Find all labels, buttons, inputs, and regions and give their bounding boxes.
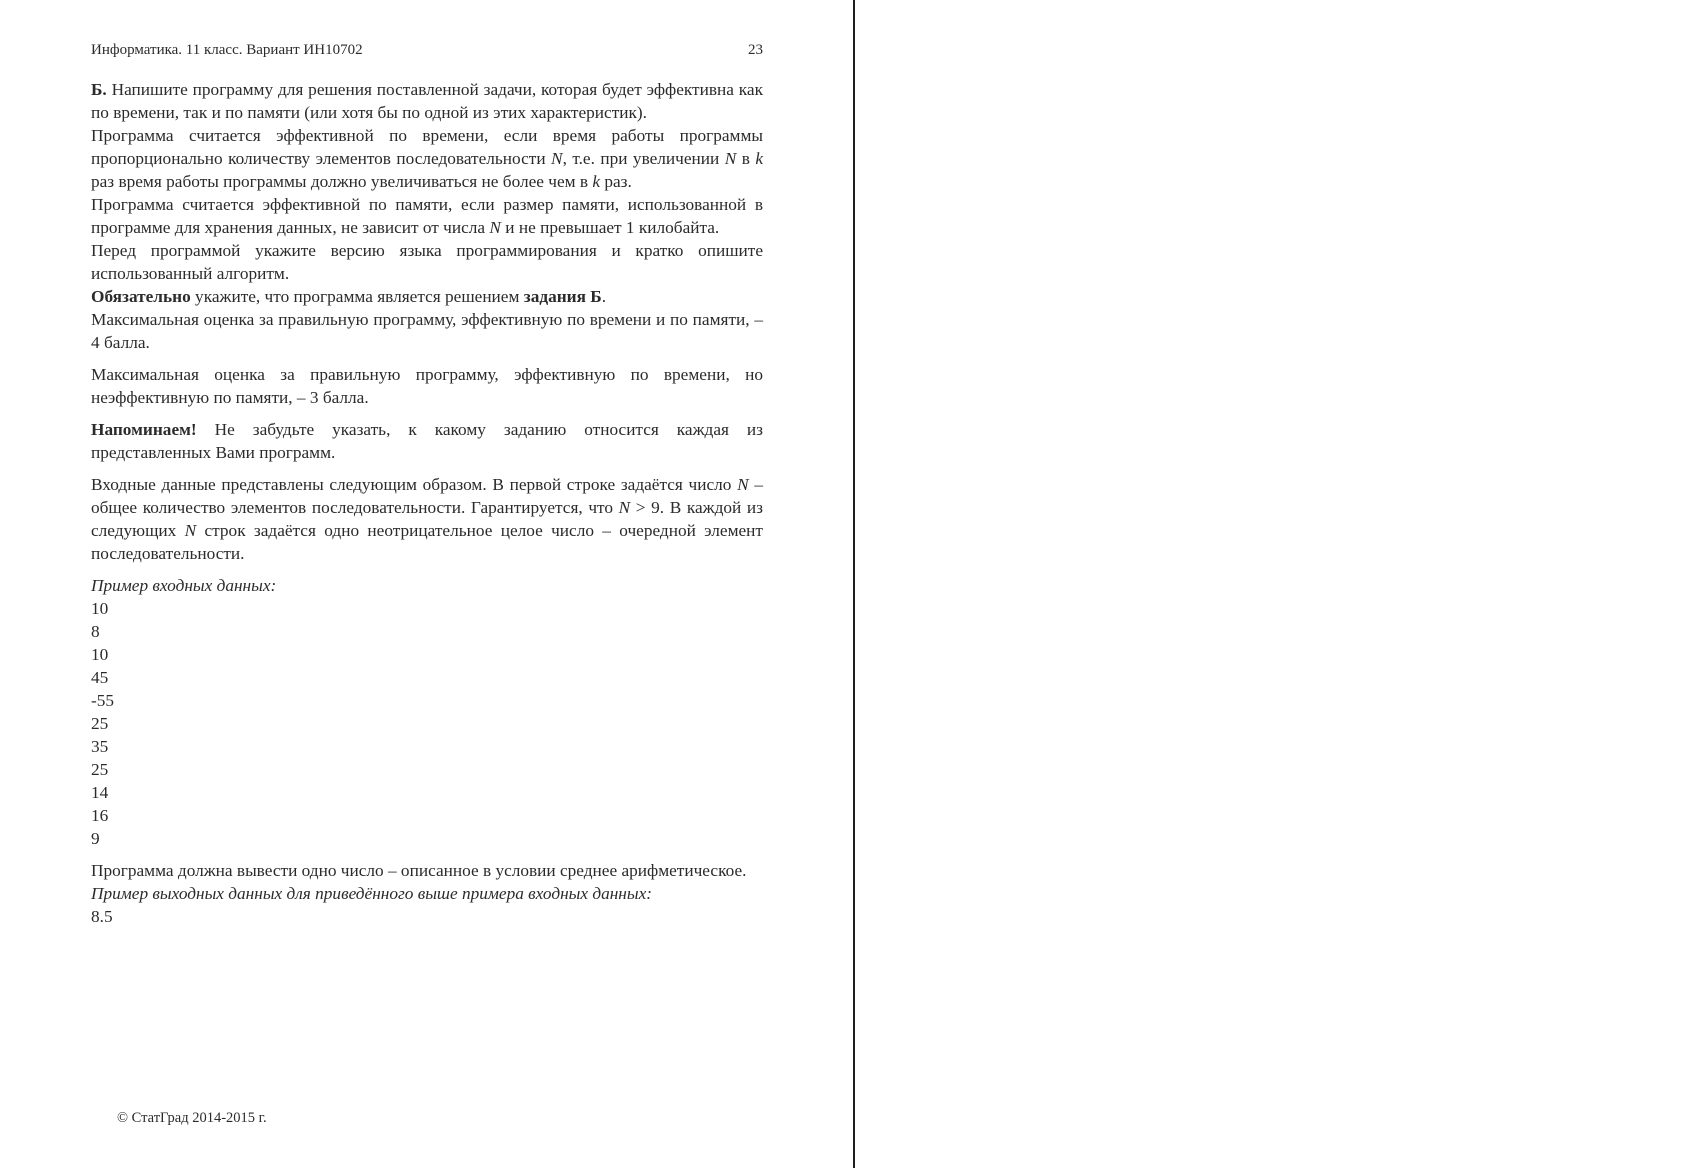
var-n: N xyxy=(551,149,563,168)
input-example-label xyxy=(91,574,763,597)
var-n: N xyxy=(489,218,501,237)
bold-reminder: Напоминаем! xyxy=(91,420,197,439)
text-span: раз. xyxy=(600,172,632,191)
paragraph-time-efficiency xyxy=(91,124,763,193)
var-n: N xyxy=(724,149,737,168)
paragraph-input-format xyxy=(91,473,763,565)
text-span: Программа считается эффективной по памяти, если размер памяти, использованной в программе для хранения данных, не зависит от числа xyxy=(91,195,763,237)
right-page-blank xyxy=(855,0,1708,1168)
input-line: 10 xyxy=(91,599,109,618)
paragraph-task-b xyxy=(91,78,763,124)
paragraph-max-score-3: Максимальная оценка за правильную программу, эффективную по времени, но неэффективную по памяти, – 3 балла. xyxy=(91,365,763,407)
var-n: N xyxy=(184,521,197,540)
text-span: раз время работы программы должно увеличиваться не более чем в xyxy=(91,172,593,191)
input-line: 16 xyxy=(91,806,109,825)
text-span: Входные данные представлены следующим образом. В первой строке задаётся число xyxy=(91,475,738,494)
output-example-value: 8.5 xyxy=(91,907,113,926)
paragraph-mandatory xyxy=(91,285,763,308)
input-line: 9 xyxy=(91,829,100,848)
text-span: , т.е. при увеличении xyxy=(562,149,725,168)
page-content xyxy=(91,78,763,928)
input-line: -55 xyxy=(91,691,115,710)
output-example-label xyxy=(91,882,763,905)
text-span: в xyxy=(736,149,756,168)
task-b-label: Б. xyxy=(91,80,107,99)
text-span: – общее количество элементов последовательности. Гарантируется, что xyxy=(91,475,763,517)
input-line: 25 xyxy=(91,760,109,779)
text-span: строк задаётся одно неотрицательное целое число – очередной элемент последовательности. xyxy=(91,521,763,563)
bold-mandatory: Обязательно xyxy=(91,287,191,306)
input-line: 45 xyxy=(91,668,109,687)
input-line: 35 xyxy=(91,737,109,756)
input-line: 8 xyxy=(91,622,100,641)
paragraph-max-score-4: Максимальная оценка за правильную программу, эффективную по времени и по памяти, – 4 балла. xyxy=(91,310,763,352)
paragraph-reminder xyxy=(91,418,763,464)
output-example-label-text: Пример выходных данных для приведённого выше примера входных данных: xyxy=(91,884,652,903)
left-page xyxy=(0,0,853,1168)
input-line: 10 xyxy=(91,645,109,664)
bold-task-b: задания Б xyxy=(523,287,602,306)
task-b-text: Напишите программу для решения поставленной задачи, которая будет эффективна как по времени, так и по памяти (или хотя бы по одной из этих характеристик). xyxy=(91,80,763,122)
var-n: N xyxy=(737,475,749,494)
text-span: Не забудьте указать, к какому заданию относится каждая из представленных Вами программ. xyxy=(91,420,763,462)
input-line: 25 xyxy=(91,714,109,733)
paragraph-memory-efficiency xyxy=(91,193,763,239)
var-n: N xyxy=(618,498,631,517)
page-number: 23 xyxy=(748,42,763,58)
text-span: и не превышает 1 килобайта. xyxy=(500,218,720,237)
page-header xyxy=(91,42,763,62)
text-span: Программа считается эффективной по времени, если время работы программы пропорционально количеству элементов последовательности xyxy=(91,126,763,168)
paragraph-output-format: Программа должна вывести одно число – описанное в условии среднее арифметическое. xyxy=(91,861,747,880)
var-k: k xyxy=(755,149,763,168)
page-footer: © СтатГрад 2014-2015 г. xyxy=(117,1110,267,1126)
input-line: 14 xyxy=(91,783,109,802)
text-span: > 9. В каждой из следующих xyxy=(91,498,763,540)
input-example-label-text: Пример входных данных: xyxy=(91,576,277,595)
paragraph-language-note: Перед программой укажите версию языка программирования и кратко опишите использованный алгоритм. xyxy=(91,241,763,283)
header-title: Информатика. 11 класс. Вариант ИН10702 xyxy=(91,42,363,58)
text-span: укажите, что программа является решением xyxy=(190,287,524,306)
text-span: . xyxy=(601,287,607,306)
input-example-lines xyxy=(91,597,763,850)
var-k: k xyxy=(592,172,601,191)
